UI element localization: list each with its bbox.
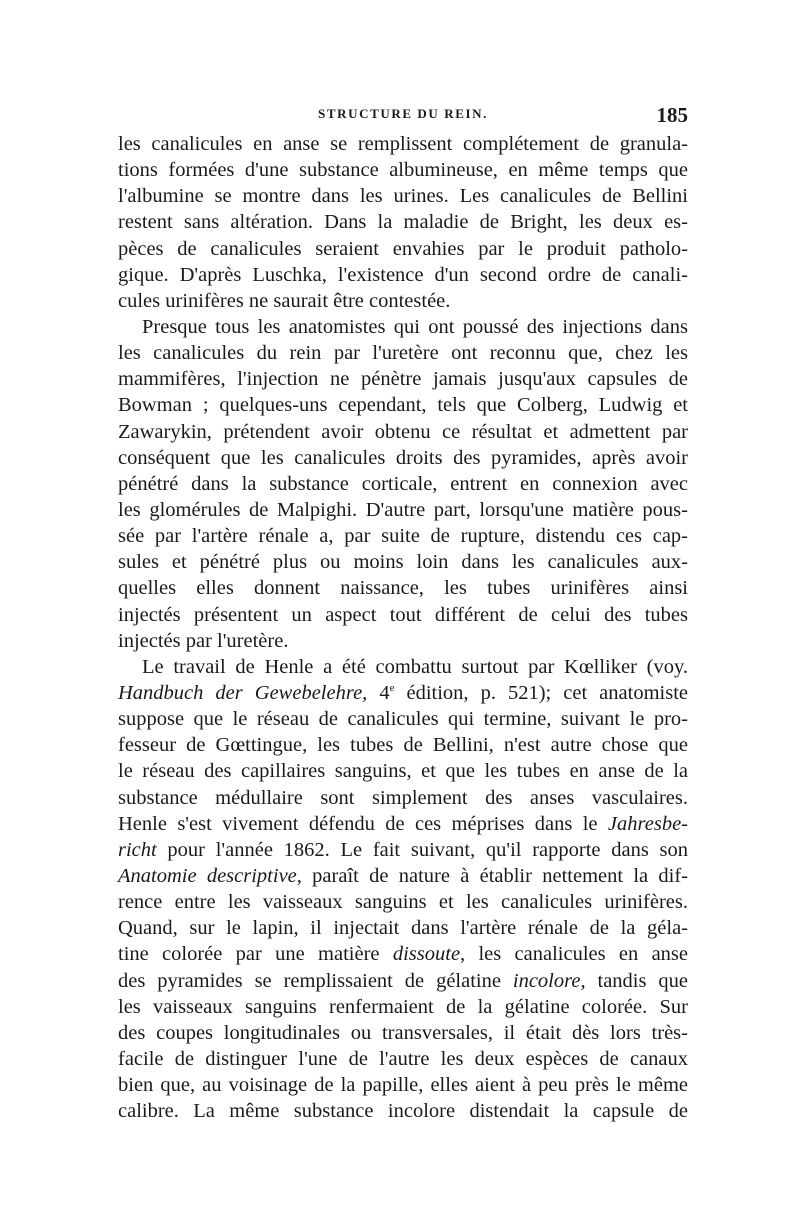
text-line: [118, 863, 688, 889]
line-text: Henle s'est vivement défendu de ces méprises dans le: [118, 812, 608, 835]
line-text: facile de distinguer l'une de l'autre les deux espèces de canaux: [118, 1047, 688, 1070]
text-line: [118, 889, 688, 915]
text-line: [118, 758, 688, 784]
text-line: [118, 628, 688, 654]
line-text: Bowman ; quelques-uns cependant, tels que Colberg, Ludwig et: [118, 394, 688, 417]
text-line: [118, 366, 688, 392]
text-line: [118, 680, 688, 706]
line-text: Le travail de Henle a été combattu surtout par Kœlliker (voy.: [142, 655, 688, 678]
line-text: tandis que: [585, 969, 688, 992]
line-text: suppose que le réseau de canalicules qui termine, suivant le pro-: [118, 708, 688, 731]
line-text: Quand, sur le lapin, il injectait dans l'artère rénale de la géla-: [118, 917, 688, 940]
text-line: [118, 837, 688, 863]
text-line: [118, 915, 688, 941]
line-text: sée par l'artère rénale a, par suite de rupture, distendu ces cap-: [118, 525, 688, 548]
text-line: [118, 1046, 688, 1072]
text-line: [118, 654, 688, 680]
line-text: injectés par l'uretère.: [118, 629, 289, 652]
line-text: le réseau des capillaires sanguins, et que les tubes en anse de la: [118, 760, 688, 783]
line-text: sules et pénétré plus ou moins loin dans les canalicules aux-: [118, 551, 688, 574]
text-line: [118, 445, 688, 471]
line-text: substance médullaire sont simplement des anses vasculaires.: [118, 786, 688, 809]
italic-text: Handbuch der Gewebelehre,: [118, 681, 368, 704]
line-text: restent sans altération. Dans la maladie de Bright, les deux es-: [118, 211, 688, 234]
text-line: [118, 471, 688, 497]
text-line: [118, 785, 688, 811]
line-text: , les canalicules en anse: [460, 943, 689, 966]
line-text: pénétré dans la substance corticale, entrent en connexion avec: [118, 472, 688, 495]
line-text: pèces de canalicules seraient envahies par le produit patholo-: [118, 237, 688, 260]
line-text: cules urinifères ne saurait être contestée.: [118, 289, 451, 312]
line-text: édition, p. 521); cet anatomiste: [394, 681, 688, 704]
text-line: [118, 1098, 688, 1124]
line-text: fesseur de Gœttingue, les tubes de Bellini, n'est autre chose que: [118, 734, 688, 757]
text-line: [118, 314, 688, 340]
text-line: [118, 131, 688, 157]
line-text: des pyramides se remplissaient de gélatine: [118, 969, 513, 992]
line-text: l'albumine se montre dans les urines. Les canalicules de Bellini: [118, 185, 688, 208]
superscript: e: [389, 682, 395, 695]
text-line: [118, 236, 688, 262]
text-line: [118, 392, 688, 418]
text-line: [118, 602, 688, 628]
line-text: conséquent que les canalicules droits des pyramides, après avoir: [118, 446, 688, 469]
text-line: [118, 994, 688, 1020]
line-text: les glomérules de Malpighi. D'autre part, lorsqu'une matière pous-: [118, 498, 688, 521]
line-text: les canalicules du rein par l'uretère ont reconnu que, chez les: [118, 342, 688, 365]
text-line: [118, 157, 688, 183]
line-text: les vaisseaux sanguins renfermaient de la gélatine colorée. Sur: [118, 995, 688, 1018]
line-text: tions formées d'une substance albumineuse, en même temps que: [118, 159, 688, 182]
text-line: [118, 968, 688, 994]
body-text: [118, 131, 688, 1124]
line-text: tine colorée par une matière: [118, 943, 393, 966]
text-line: [118, 941, 688, 967]
text-line: [118, 209, 688, 235]
running-title: STRUCTURE DU REIN.: [318, 106, 489, 121]
italic-text: Anatomie descriptive,: [118, 864, 302, 887]
italic-text: incolore,: [512, 969, 586, 992]
text-line: [118, 419, 688, 445]
line-text: gique. D'après Luschka, l'existence d'un second ordre de canali-: [118, 263, 688, 286]
text-line: [118, 575, 688, 601]
text-line: [118, 549, 688, 575]
running-head: [118, 103, 688, 125]
line-text: Presque tous les anatomistes qui ont poussé des injections dans: [142, 315, 688, 338]
italic-text: dissoute: [392, 943, 461, 966]
line-text: pour l'année 1862. Le fait suivant, qu'il rapporte dans son: [156, 838, 688, 861]
line-text: bien que, au voisinage de la papille, elles aient à peu près le même: [118, 1074, 688, 1097]
text-line: [118, 523, 688, 549]
text-line: [118, 183, 688, 209]
text-line: [118, 1020, 688, 1046]
line-text: les canalicules en anse se remplissent complétement de granula-: [118, 133, 688, 155]
italic-text: richt: [118, 838, 157, 861]
line-text: quelles elles donnent naissance, les tubes urinifères ainsi: [118, 577, 688, 600]
line-text: des coupes longitudinales ou transversales, il était dès lors très-: [118, 1021, 688, 1044]
text-line: [118, 1072, 688, 1098]
italic-text: Jahresbe-: [607, 812, 688, 835]
text-line: [118, 340, 688, 366]
text-line: [118, 732, 688, 758]
text-line: [118, 288, 688, 314]
line-text: calibre. La même substance incolore distendait la capsule de: [118, 1100, 688, 1123]
line-text: Zawarykin, prétendent avoir obtenu ce résultat et admettent par: [118, 420, 688, 443]
line-text: injectés présentent un aspect tout différent de celui des tubes: [118, 603, 688, 626]
page-number: 185: [656, 103, 688, 127]
line-text: rence entre les vaisseaux sanguins et les canalicules urinifères.: [118, 891, 688, 914]
line-text: 4: [367, 681, 390, 704]
text-line: [118, 262, 688, 288]
text-line: [118, 706, 688, 732]
text-line: [118, 811, 688, 837]
line-text: paraît de nature à établir nettement la dif-: [301, 864, 688, 887]
text-line: [118, 497, 688, 523]
line-text: mammifères, l'injection ne pénètre jamais jusqu'aux capsules de: [118, 368, 688, 391]
